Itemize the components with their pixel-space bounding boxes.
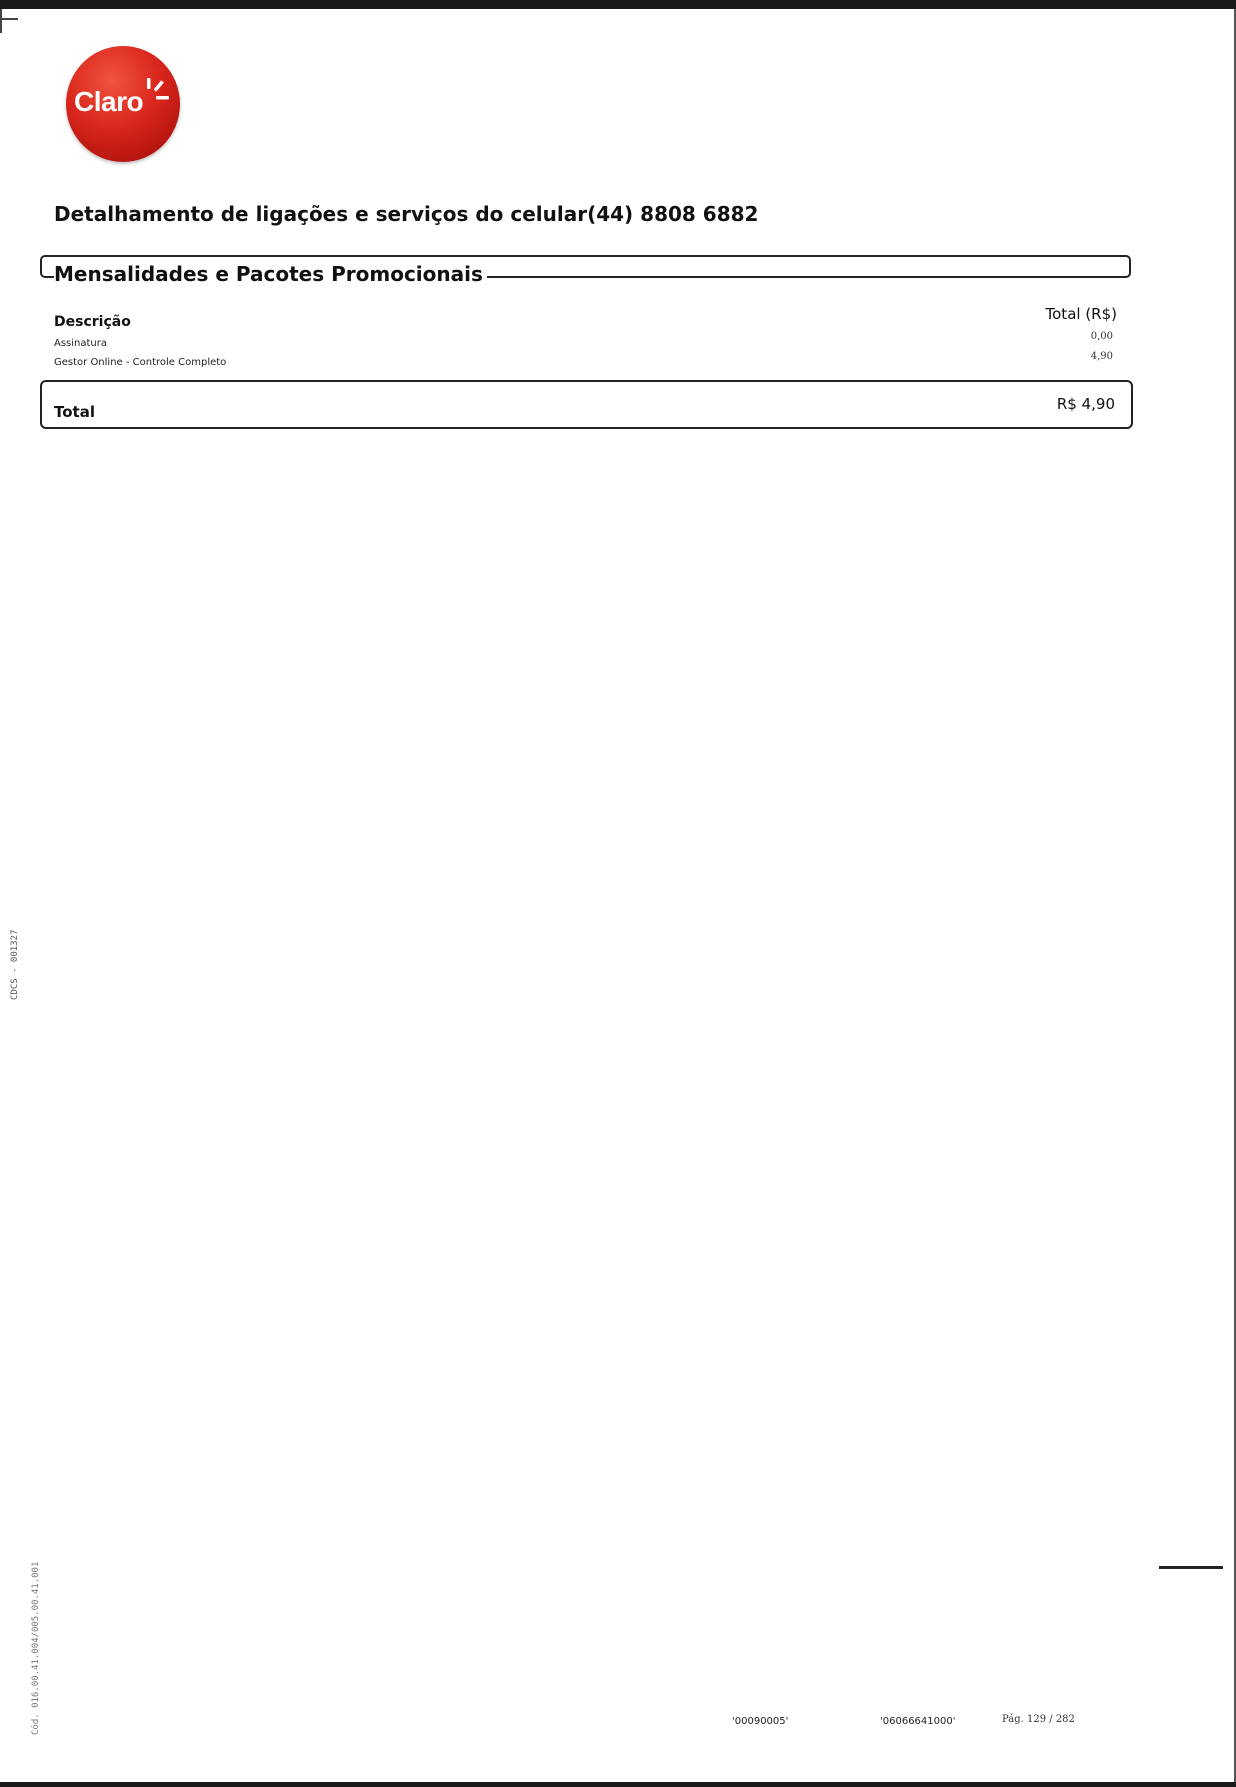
- row-description-gestor-online: Gestor Online - Controle Completo: [54, 357, 227, 368]
- total-label: Total: [54, 403, 95, 421]
- row-description-assinatura: Assinatura: [54, 338, 108, 349]
- logo-text: Claro: [74, 86, 144, 117]
- row-value-gestor-online: 4,90: [1090, 351, 1113, 362]
- page-number: Pág. 129 / 282: [1002, 1714, 1075, 1725]
- side-margin-code: CDCS - 001327: [10, 929, 20, 1000]
- scan-top-edge: [0, 0, 1236, 9]
- section-title: Mensalidades e Pacotes Promocionais: [54, 262, 487, 286]
- footer-code-2: '06066641000': [880, 1716, 956, 1727]
- scan-crop-mark: [0, 9, 2, 33]
- claro-logo: [66, 46, 180, 162]
- row-value-assinatura: 0,00: [1090, 331, 1113, 342]
- footer-code-1: '00090005': [732, 1716, 789, 1727]
- description-column-header: Descrição: [54, 314, 131, 330]
- logo-rays-icon: [142, 74, 172, 110]
- total-box: [40, 380, 1133, 429]
- scan-bottom-edge: [0, 1782, 1236, 1787]
- page-title: Detalhamento de ligações e serviços do celular(44) 8808 6882: [54, 202, 759, 226]
- scan-crop-mark-horizontal: [0, 18, 18, 20]
- total-value: R$ 4,90: [1056, 395, 1115, 413]
- page-marker-line: [1159, 1566, 1223, 1569]
- form-code: Cód. 016.00.41.004/005.00.41.001: [31, 1561, 41, 1735]
- total-column-header: Total (R$): [1045, 305, 1117, 323]
